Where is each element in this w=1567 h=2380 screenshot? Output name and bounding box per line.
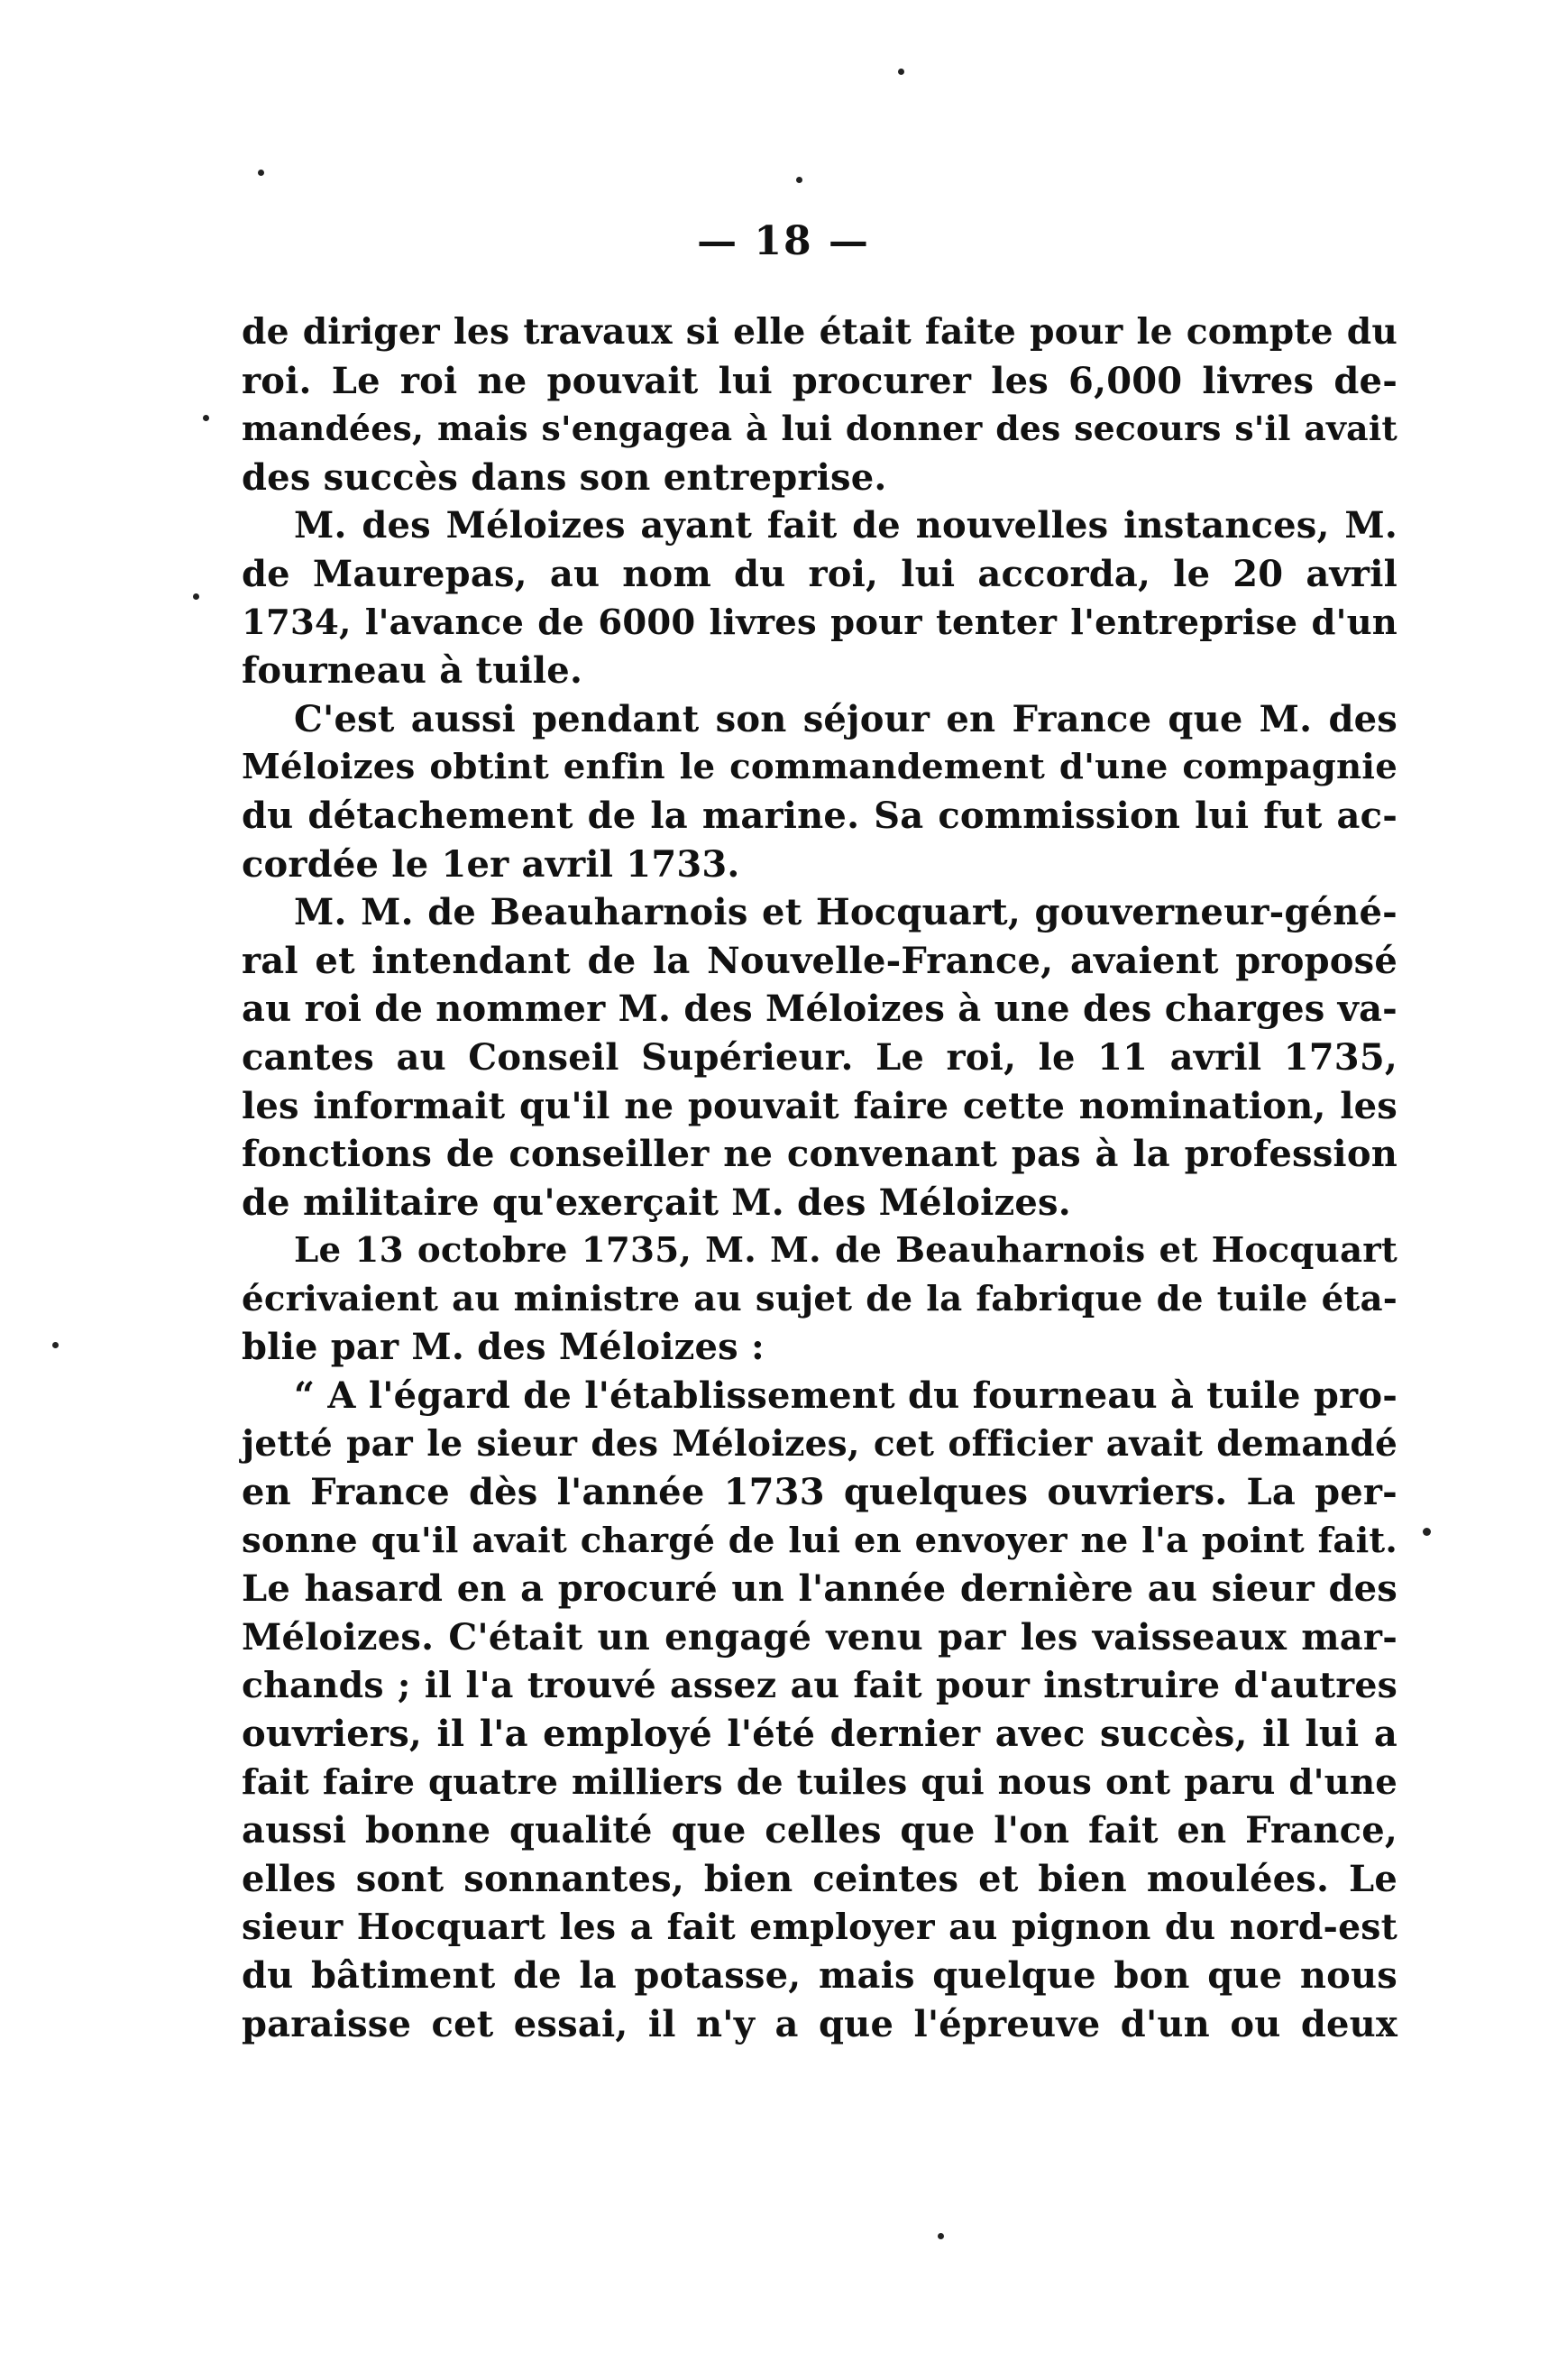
text-line: au roi de nommer M. des Méloizes à une des charges va-	[242, 988, 1397, 1031]
text-line: jetté par le sieur des Méloizes, cet officier avait demandé	[242, 1422, 1397, 1465]
text-line: en France dès l'année 1733 quelques ouvriers. La per-	[242, 1471, 1397, 1514]
text-line: ral et intendant de la Nouvelle-France, avaient proposé	[242, 939, 1397, 982]
text-line: M. M. de Beauharnois et Hocquart, gouverneur-géné-	[294, 891, 1397, 934]
text-line: aussi bonne qualité que celles que l'on fait en France,	[242, 1809, 1397, 1852]
text-line: 1734, l'avance de 6000 livres pour tenter l'entreprise d'un	[242, 602, 1397, 643]
text-line: Le hasard en a procuré un l'année dernière au sieur des	[242, 1567, 1397, 1611]
print-speck	[203, 415, 209, 421]
text-line: de militaire qu'exerçait M. des Méloizes.	[242, 1181, 1071, 1224]
text-line: ouvriers, il l'a employé l'été dernier avec succès, il lui a	[242, 1713, 1397, 1756]
text-line: sieur Hocquart les a fait employer au pignon du nord-est	[242, 1906, 1397, 1948]
body-text	[242, 308, 1397, 2048]
text-line: du détachement de la marine. Sa commission lui fut ac-	[242, 794, 1397, 837]
text-line: de Maurepas, au nom du roi, lui accorda, le 20 avril	[242, 552, 1397, 595]
text-line: chands ; il l'a trouvé assez au fait pour instruire d'autres	[242, 1664, 1397, 1706]
text-line: cantes au Conseil Supérieur. Le roi, le 11 avril 1735,	[242, 1035, 1397, 1079]
text-line: fait faire quatre milliers de tuiles qui nous ont paru d'une	[242, 1761, 1397, 1803]
text-line: M. des Méloizes ayant fait de nouvelles instances, M.	[294, 504, 1397, 547]
text-line: Le 13 octobre 1735, M. M. de Beauharnois et Hocquart	[294, 1230, 1397, 1272]
text-line: de diriger les travaux si elle était faite pour le compte du	[242, 311, 1397, 353]
text-line: du bâtiment de la potasse, mais quelque bon que nous	[242, 1954, 1397, 1998]
text-line: fonctions de conseiller ne convenant pas à la profession	[242, 1133, 1397, 1176]
print-speck	[796, 177, 802, 183]
text-line: cordée le 1er avril 1733.	[242, 842, 740, 886]
text-line: “ A l'égard de l'établissement du fourneau à tuile pro-	[294, 1374, 1397, 1418]
text-line: paraisse cet essai, il n'y a que l'épreuve d'un ou deux	[242, 2002, 1397, 2045]
print-speck	[52, 1342, 59, 1348]
text-line: écrivaient au ministre au sujet de la fabrique de tuile éta-	[242, 1278, 1397, 1319]
text-line: roi. Le roi ne pouvait lui procurer les 6,000 livres de-	[242, 359, 1397, 402]
text-line: les informait qu'il ne pouvait faire cette nomination, les	[242, 1084, 1397, 1127]
text-line: Méloizes obtint enfin le commandement d'une compagnie	[242, 747, 1397, 788]
text-line: fourneau à tuile.	[242, 649, 583, 693]
text-line: C'est aussi pendant son séjour en France que M. des	[294, 697, 1397, 740]
text-line: blie par M. des Méloizes :	[242, 1326, 765, 1369]
text-line: mandées, mais s'engagea à lui donner des secours s'il avait	[242, 409, 1397, 449]
page-number: — 18 —	[697, 218, 870, 264]
print-speck	[1423, 1528, 1431, 1536]
print-speck	[938, 2233, 944, 2239]
text-line: elles sont sonnantes, bien ceintes et bien moulées. Le	[242, 1858, 1397, 1900]
print-speck	[193, 593, 199, 600]
print-speck	[898, 69, 904, 75]
print-speck	[258, 170, 264, 176]
text-line: des succès dans son entreprise.	[242, 455, 887, 499]
text-line: Méloizes. C'était un engagé venu par les vaisseaux mar-	[242, 1616, 1397, 1659]
text-line: sonne qu'il avait chargé de lui en envoyer ne l'a point fait.	[242, 1520, 1397, 1561]
